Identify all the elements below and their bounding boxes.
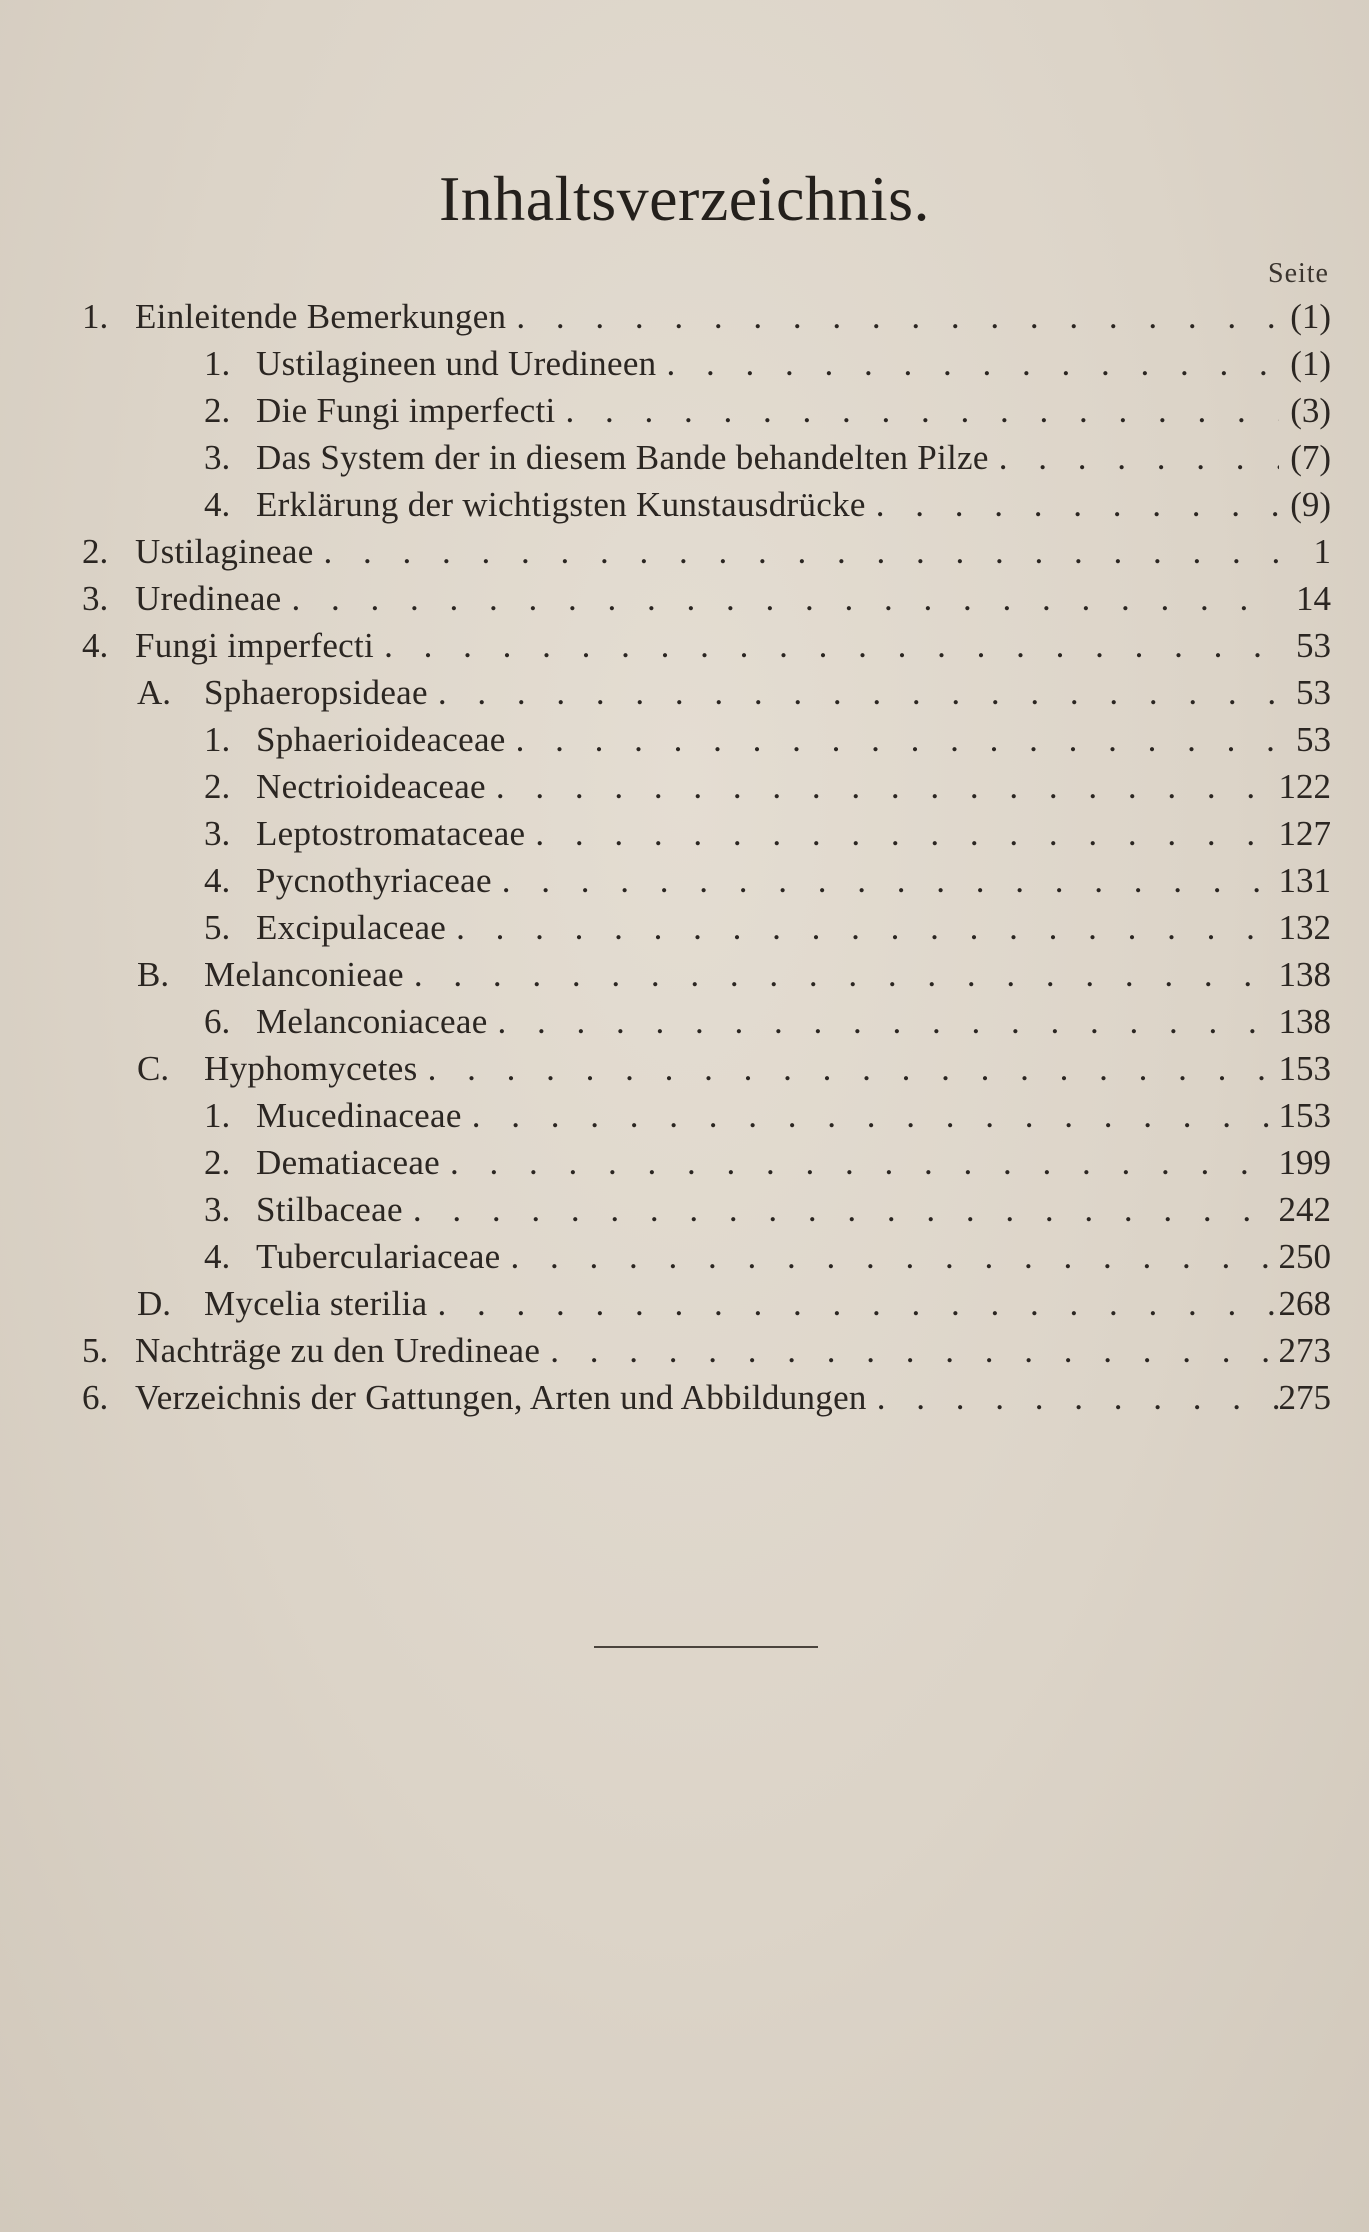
leader-dots — [866, 481, 1279, 528]
toc-entry-page: 1 — [1313, 532, 1331, 571]
toc-entry-page: 122 — [1278, 767, 1331, 806]
leader-dots — [428, 669, 1279, 716]
toc-entry-page: (9) — [1290, 485, 1331, 524]
toc-entry — [0, 1139, 1369, 1186]
leader-dots — [492, 857, 1279, 904]
toc-entry-page: 250 — [1278, 1237, 1331, 1276]
toc-entry-label: Nectrioideaceae — [256, 767, 486, 806]
toc-entry-page: (1) — [1290, 297, 1331, 336]
leader-dots — [486, 763, 1279, 810]
toc-entry-label: Einleitende Bemerkungen — [135, 297, 507, 336]
toc-entry-page: 268 — [1278, 1284, 1331, 1323]
leader-dots — [506, 293, 1279, 340]
toc-entry — [0, 998, 1369, 1045]
toc-entry-number: 3. — [204, 438, 231, 477]
leader-dots — [462, 1092, 1279, 1139]
toc-entry — [0, 763, 1369, 810]
toc-entry-label: Fungi imperfecti — [135, 626, 375, 665]
leader-dots — [314, 528, 1279, 575]
toc-entry-number: 2. — [204, 767, 231, 806]
leader-dots — [427, 1280, 1279, 1327]
toc-entry — [0, 716, 1369, 763]
toc-entry — [0, 904, 1369, 951]
toc-entry — [0, 1374, 1369, 1421]
toc-entry-label: Melanconiaceae — [256, 1002, 488, 1041]
page-title: Inhaltsverzeichnis. — [438, 163, 931, 234]
toc-entry-label: Mycelia sterilia — [204, 1284, 428, 1323]
leader-dots — [506, 716, 1279, 763]
toc-entry-number: 4. — [204, 861, 231, 900]
toc-entry-page: 14 — [1296, 579, 1331, 618]
toc-entry-label: Ustilagineae — [135, 532, 314, 571]
toc-entry-label: Pycnothyriaceae — [256, 861, 492, 900]
leader-dots — [374, 622, 1279, 669]
toc-entry-number: 1. — [204, 720, 231, 759]
leader-dots — [501, 1233, 1280, 1280]
toc-entry-label: Uredineae — [135, 579, 282, 618]
end-rule-divider — [594, 1646, 818, 1648]
toc-entry-page: (1) — [1290, 344, 1331, 383]
toc-entry-number: 6. — [82, 1378, 109, 1417]
toc-entry-number: 4. — [204, 1237, 231, 1276]
leader-dots — [540, 1327, 1279, 1374]
toc-entry — [0, 1186, 1369, 1233]
toc-entry-page: (3) — [1290, 391, 1331, 430]
toc-entry-page: 242 — [1278, 1190, 1331, 1229]
toc-entry-number: 5. — [204, 908, 231, 947]
toc-entry-label: Melanconieae — [204, 955, 404, 994]
toc-entry-page: 153 — [1278, 1096, 1331, 1135]
toc-entry-number: 5. — [82, 1331, 109, 1370]
toc-entry-page: 53 — [1296, 720, 1331, 759]
toc-entry-number: 2. — [204, 391, 231, 430]
toc-entry-label: Erklärung der wichtigsten Kunstausdrücke — [256, 485, 866, 524]
toc-entry — [0, 340, 1369, 387]
toc-entry-number: 1. — [204, 344, 231, 383]
toc-entry-page: 153 — [1278, 1049, 1331, 1088]
toc-entry-page: 131 — [1278, 861, 1331, 900]
toc-entry-number: B. — [137, 955, 170, 994]
toc-entry-number: 2. — [204, 1143, 231, 1182]
toc-entry-number: 2. — [82, 532, 109, 571]
toc-entry-page: 53 — [1296, 673, 1331, 712]
leader-dots — [656, 340, 1279, 387]
toc-entry-page: (7) — [1290, 438, 1331, 477]
toc-entry-label: Sphaerioideaceae — [256, 720, 506, 759]
leader-dots — [488, 998, 1279, 1045]
toc-entry-page: 275 — [1278, 1378, 1331, 1417]
toc-entry-label: Leptostromataceae — [256, 814, 526, 853]
toc-entry — [0, 1280, 1369, 1327]
toc-entry-number: 4. — [82, 626, 109, 665]
toc-entry — [0, 669, 1369, 716]
toc-entry-label: Nachträge zu den Uredineae — [135, 1331, 541, 1370]
toc-entry — [0, 1045, 1369, 1092]
toc-entry — [0, 1092, 1369, 1139]
toc-entry-page: 273 — [1278, 1331, 1331, 1370]
toc-entry-label: Tuberculariaceae — [256, 1237, 501, 1276]
toc-entry — [0, 622, 1369, 669]
leader-dots — [418, 1045, 1279, 1092]
toc-entry-number: 6. — [204, 1002, 231, 1041]
toc-entry-number: D. — [137, 1284, 172, 1323]
page-column-header: Seite — [1268, 258, 1329, 289]
leader-dots — [446, 904, 1279, 951]
toc-entry-label: Mucedinaceae — [256, 1096, 462, 1135]
toc-entry-page: 138 — [1278, 955, 1331, 994]
toc-entry — [0, 857, 1369, 904]
toc-entry — [0, 293, 1369, 340]
toc-entry — [0, 1233, 1369, 1280]
leader-dots — [556, 387, 1279, 434]
toc-entry-number: 3. — [204, 814, 231, 853]
toc-entry-label: Ustilagineen und Uredineen — [256, 344, 657, 383]
leader-dots — [282, 575, 1280, 622]
toc-entry-number: 1. — [204, 1096, 231, 1135]
toc-entry-label: Hyphomycetes — [204, 1049, 418, 1088]
toc-entry — [0, 481, 1369, 528]
toc-entry-number: 3. — [82, 579, 109, 618]
toc-entry-label: Excipulaceae — [256, 908, 447, 947]
toc-entry — [0, 387, 1369, 434]
toc-entry-page: 53 — [1296, 626, 1331, 665]
toc-entry-label: Die Fungi imperfecti — [256, 391, 556, 430]
leader-dots — [440, 1139, 1279, 1186]
toc-entry-label: Verzeichnis der Gattungen, Arten und Abbildungen — [135, 1378, 867, 1417]
toc-entry-page: 199 — [1278, 1143, 1331, 1182]
leader-dots — [404, 951, 1279, 998]
toc-entry — [0, 528, 1369, 575]
toc-entry-page: 138 — [1278, 1002, 1331, 1041]
toc-entry-number: 1. — [82, 297, 109, 336]
toc-entry — [0, 434, 1369, 481]
toc-entry-label: Das System der in diesem Bande behandelten Pilze — [256, 438, 989, 477]
toc-entry-page: 127 — [1278, 814, 1331, 853]
toc-entry — [0, 1327, 1369, 1374]
toc-entry-page: 132 — [1278, 908, 1331, 947]
toc-entry-number: C. — [137, 1049, 170, 1088]
leader-dots — [403, 1186, 1279, 1233]
toc-entry-number: 3. — [204, 1190, 231, 1229]
toc-entry-label: Sphaeropsideae — [204, 673, 428, 712]
toc-entry — [0, 575, 1369, 622]
toc-entry-label: Stilbaceae — [256, 1190, 403, 1229]
toc-entry-label: Dematiaceae — [256, 1143, 440, 1182]
toc-entry-number: A. — [137, 673, 172, 712]
toc-entry-number: 4. — [204, 485, 231, 524]
toc-entry — [0, 951, 1369, 998]
leader-dots — [525, 810, 1279, 857]
leader-dots — [989, 434, 1279, 481]
toc-entry — [0, 810, 1369, 857]
leader-dots — [867, 1374, 1279, 1421]
